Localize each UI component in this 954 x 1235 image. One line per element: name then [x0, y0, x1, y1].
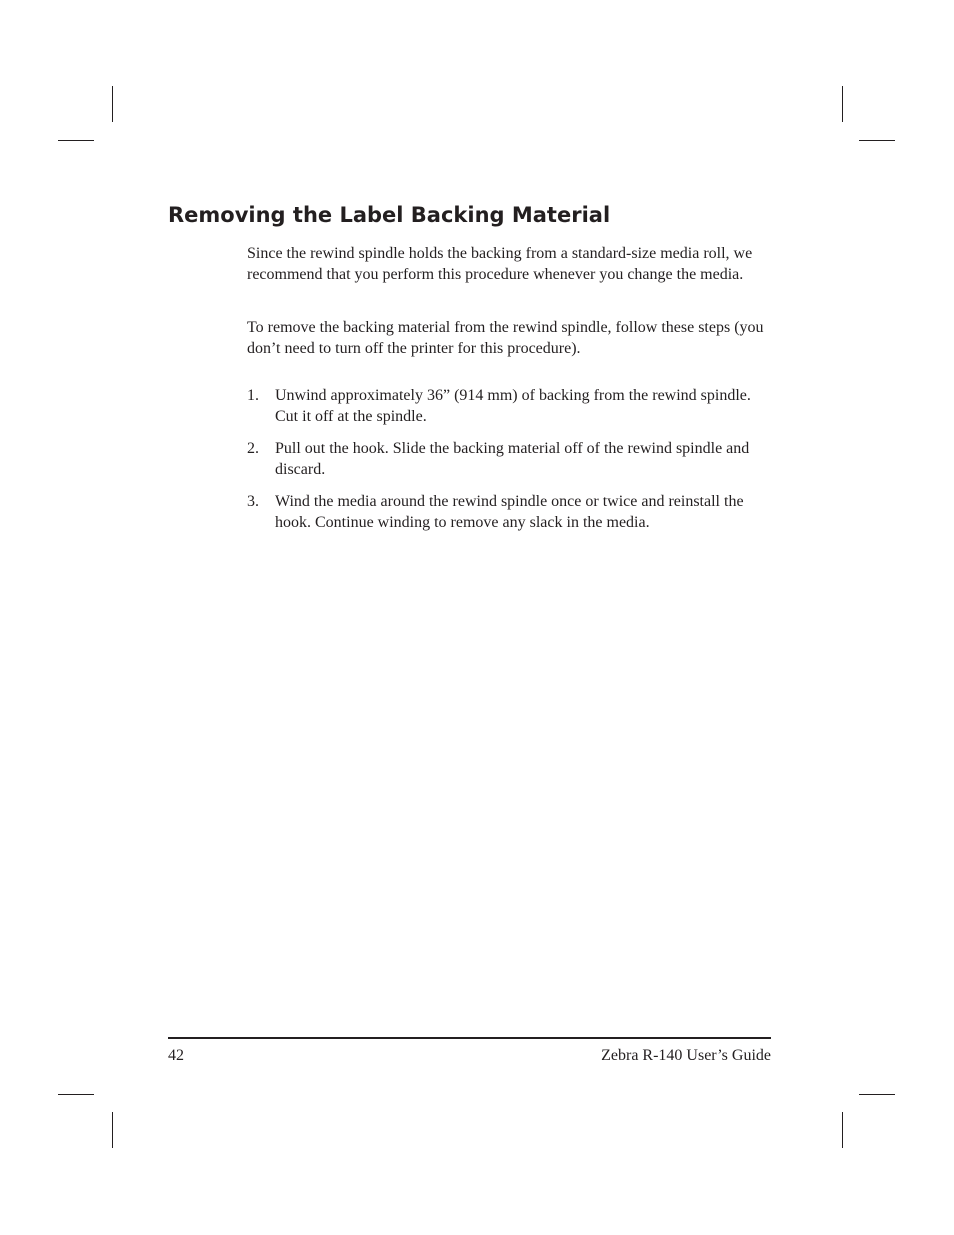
- page-number: 42: [168, 1047, 184, 1064]
- step-text: Unwind approximately 36” (914 mm) of backing from the rewind spindle. Cut it off at the spindle.: [275, 387, 751, 425]
- step-number: 2.: [247, 440, 259, 457]
- crop-mark-bottom-left-vertical: [112, 1112, 113, 1148]
- section-title: Removing the Label Backing Material: [168, 203, 611, 227]
- intro-paragraph: Since the rewind spindle holds the backing from a standard-size media roll, we recommend that you perform this procedure whenever you change the media.: [247, 245, 753, 283]
- crop-mark-top-right-horizontal: [859, 140, 895, 141]
- guide-title: Zebra R-140 User’s Guide: [601, 1047, 771, 1064]
- step-item: [247, 491, 777, 533]
- step-number: 3.: [247, 493, 259, 510]
- step-item: [247, 385, 777, 427]
- crop-mark-bottom-left-horizontal: [58, 1094, 94, 1095]
- crop-mark-bottom-right-vertical: [842, 1112, 843, 1148]
- step-number: 1.: [247, 387, 259, 404]
- instructions-paragraph: To remove the backing material from the rewind spindle, follow these steps (you don’t need to turn off the printer for this procedure).: [247, 319, 764, 357]
- footer-divider: [168, 1037, 771, 1039]
- procedure-steps: [247, 385, 777, 544]
- crop-mark-top-right-vertical: [842, 86, 843, 122]
- crop-mark-top-left-horizontal: [58, 140, 94, 141]
- step-text: Wind the media around the rewind spindle once or twice and reinstall the hook. Continue winding to remove any slack in the media.: [275, 493, 744, 531]
- crop-mark-top-left-vertical: [112, 86, 113, 122]
- step-item: [247, 438, 777, 480]
- step-text: Pull out the hook. Slide the backing material off of the rewind spindle and discard.: [275, 440, 750, 478]
- crop-mark-bottom-right-horizontal: [859, 1094, 895, 1095]
